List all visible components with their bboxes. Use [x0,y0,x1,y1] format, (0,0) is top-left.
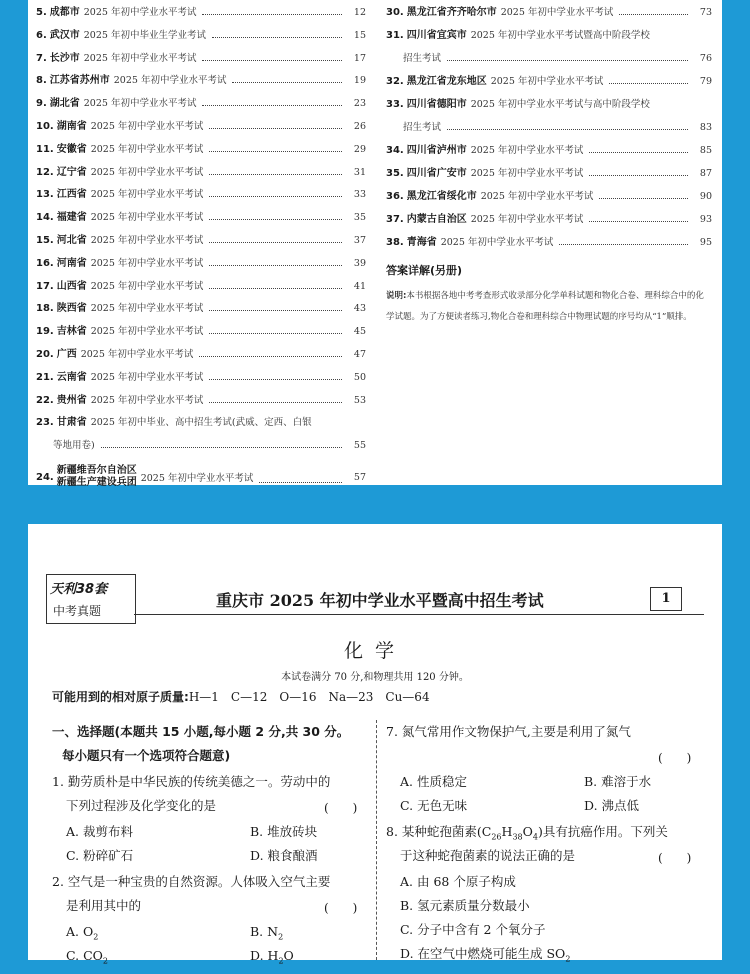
answer-heading: 答案详解(另册) [386,264,463,277]
toc-entry[interactable]: 18. 陕西省 2025 年初中学业水平考试 43 [36,298,366,320]
exam-title: 重庆市 2025 年初中学业水平暨高中招生考试 [216,591,544,610]
toc-entry[interactable]: 9. 湖北省 2025 年初中学业水平考试 23 [36,93,366,115]
toc-entry-continuation: 招生考试 83 [403,117,712,139]
toc-entry[interactable]: 17. 山西省 2025 年初中学业水平考试 41 [36,276,366,298]
option[interactable]: B. $N_2$ [250,924,284,942]
brand-label: 中考真题 [53,604,102,618]
leader-dots [209,141,342,152]
header-rule [134,614,704,615]
leader-dots [209,186,342,197]
leader-dots [209,369,342,380]
toc-entry[interactable]: 19. 吉林省 2025 年初中学业水平考试 45 [36,321,366,343]
toc-entry[interactable]: 15. 河北省 2025 年初中学业水平考试 37 [36,230,366,252]
leader-dots [202,4,342,15]
question-2: 2. 空气是一种宝贵的自然资源。人体吸入空气主要 [52,874,331,889]
option[interactable]: A. 裁剪布料 [66,824,133,839]
leader-dots [447,119,688,130]
toc-entry[interactable]: 23. 甘肃省 2025 年初中毕业、高中招生考试(武威、定西、白银 [36,417,312,428]
toc-entry[interactable]: 5. 成都市 2025 年初中学业水平考试 12 [36,2,366,24]
toc-entry[interactable]: 12. 辽宁省 2025 年初中学业水平考试 31 [36,162,366,184]
toc-entry[interactable]: 22. 贵州省 2025 年初中学业水平考试 53 [36,390,366,412]
option[interactable]: D. 沸点低 [584,798,640,813]
question-7: 7. 氮气常用作文物保护气,主要是利用了氮气 [386,724,631,739]
toc-entry[interactable]: 13. 江西省 2025 年初中学业水平考试 33 [36,184,366,206]
leader-dots [209,209,342,220]
option[interactable]: D. $H_2O$ [250,948,294,966]
option[interactable]: D. 在空气中燃烧可能生成 $SO_2$ [400,946,571,964]
leader-dots [209,164,342,175]
toc-entry-continuation: 等地用卷) 55 [53,435,366,457]
toc-entry[interactable]: 33. 四川省德阳市 2025 年初中学业水平考试与高中阶段学校 [386,99,650,110]
leader-dots [209,118,342,129]
leader-dots [101,437,342,448]
leader-dots [589,165,688,176]
leader-dots [209,300,342,311]
toc-entry[interactable]: 11. 安徽省 2025 年初中学业水平考试 29 [36,139,366,161]
toc-entry[interactable]: 38. 青海省 2025 年初中学业水平考试 95 [386,232,712,254]
paper-number: 1 [650,587,682,611]
toc-entry-continuation: 招生考试 76 [403,48,712,70]
toc-entry[interactable]: 8. 江苏省苏州市 2025 年初中学业水平考试 19 [36,70,366,92]
option[interactable]: A. 性质稳定 [400,774,467,789]
leader-dots [209,323,342,334]
toc-entry[interactable]: 21. 云南省 2025 年初中学业水平考试 50 [36,367,366,389]
brand-box [46,574,136,624]
leader-dots [212,27,342,38]
leader-dots [199,346,342,357]
option[interactable]: C. 粉碎矿石 [66,848,134,863]
leader-dots [559,234,688,245]
leader-dots [232,72,342,83]
option[interactable]: D. 粮食酿酒 [250,848,318,863]
toc-entry[interactable]: 30. 黑龙江省齐齐哈尔市 2025 年初中学业水平考试 73 [386,2,712,24]
subject-title: 化学 [343,640,406,662]
leader-dots [209,392,342,403]
toc-entry[interactable]: 14. 福建省 2025 年初中学业水平考试 35 [36,207,366,229]
answer-blank[interactable]: ( ) [658,851,692,865]
question-2-cont: 是利用其中的 [66,898,142,913]
exam-page [28,524,722,966]
leader-dots [202,50,342,61]
question-8: 8. 某种蛇孢菌素$(C_{26}H_{38}O_4)$具有抗癌作用。下列关 [386,824,668,842]
option[interactable]: C. 无色无味 [400,798,468,813]
toc-entry[interactable]: 20. 广西 2025 年初中学业水平考试 47 [36,344,366,366]
toc-entry[interactable]: 24. 新疆维吾尔自治区 新疆生产建设兵团 2025 年初中学业水平考试 57 [36,465,366,488]
leader-dots [209,278,342,289]
answer-blank[interactable]: ( ) [324,801,358,815]
toc-note: 说明:本书根据各地中考考查形式收录部分化学单科试题和物化合卷、理科综合中的化学试题。为了方便读者练习,物化合卷和理科综合中物理试题的序号均从“1”顺排。 [386,291,704,322]
toc-entry[interactable]: 16. 河南省 2025 年初中学业水平考试 39 [36,253,366,275]
option[interactable]: C. $CO_2$ [66,948,108,966]
leader-dots [589,211,688,222]
toc-entry[interactable]: 7. 长沙市 2025 年初中学业水平考试 17 [36,48,366,70]
toc-entry[interactable]: 10. 湖南省 2025 年初中学业水平考试 26 [36,116,366,138]
brand-logo: 天利38套 [50,582,108,597]
leader-dots [447,50,688,61]
leader-dots [619,4,688,15]
section-heading-cont: 每小题只有一个选项符合题意) [62,748,231,763]
question-8-cont: 于这种蛇孢菌素的说法正确的是 [400,848,576,863]
leader-dots [589,142,688,153]
toc-entry[interactable]: 36. 黑龙江省绥化市 2025 年初中学业水平考试 90 [386,186,712,208]
column-divider [376,720,377,960]
option[interactable]: B. 堆放砖块 [250,824,318,839]
option[interactable]: A. 由 68 个原子构成 [400,874,516,889]
atomic-masses: 可能用到的相对原子质量:H—1 C—12 O—16 Na—23 Cu—64 [52,690,430,704]
leader-dots [209,255,342,266]
option[interactable]: C. 分子中含有 2 个氧分子 [400,922,546,937]
question-1-cont: 下列过程涉及化学变化的是 [66,798,217,813]
toc-entry[interactable]: 32. 黑龙江省龙东地区 2025 年初中学业水平考试 79 [386,71,712,93]
toc-entry[interactable]: 37. 内蒙古自治区 2025 年初中学业水平考试 93 [386,209,712,231]
exam-note: 本试卷满分 70 分,和物理共用 120 分钟。 [281,672,469,683]
leader-dots [259,472,342,483]
leader-dots [209,232,342,243]
question-1: 1. 勤劳质朴是中华民族的传统美德之一。劳动中的 [52,774,331,789]
toc-entry[interactable]: 31. 四川省宜宾市 2025 年初中学业水平考试暨高中阶段学校 [386,30,650,41]
answer-blank[interactable]: ( ) [324,901,358,915]
option[interactable]: B. 氢元素质量分数最小 [400,898,530,913]
leader-dots [599,188,688,199]
toc-page [28,0,722,488]
toc-entry[interactable]: 35. 四川省广安市 2025 年初中学业水平考试 87 [386,163,712,185]
toc-entry[interactable]: 6. 武汉市 2025 年初中毕业生学业考试 15 [36,25,366,47]
leader-dots [202,95,342,106]
toc-entry[interactable]: 34. 四川省泸州市 2025 年初中学业水平考试 85 [386,140,712,162]
leader-dots [609,73,688,84]
answer-blank[interactable]: ( ) [658,751,692,765]
option[interactable]: B. 难溶于水 [584,774,652,789]
section-heading: 一、选择题(本题共 15 小题,每小题 2 分,共 30 分。 [52,724,350,739]
option[interactable]: A. $O_2$ [66,924,99,942]
